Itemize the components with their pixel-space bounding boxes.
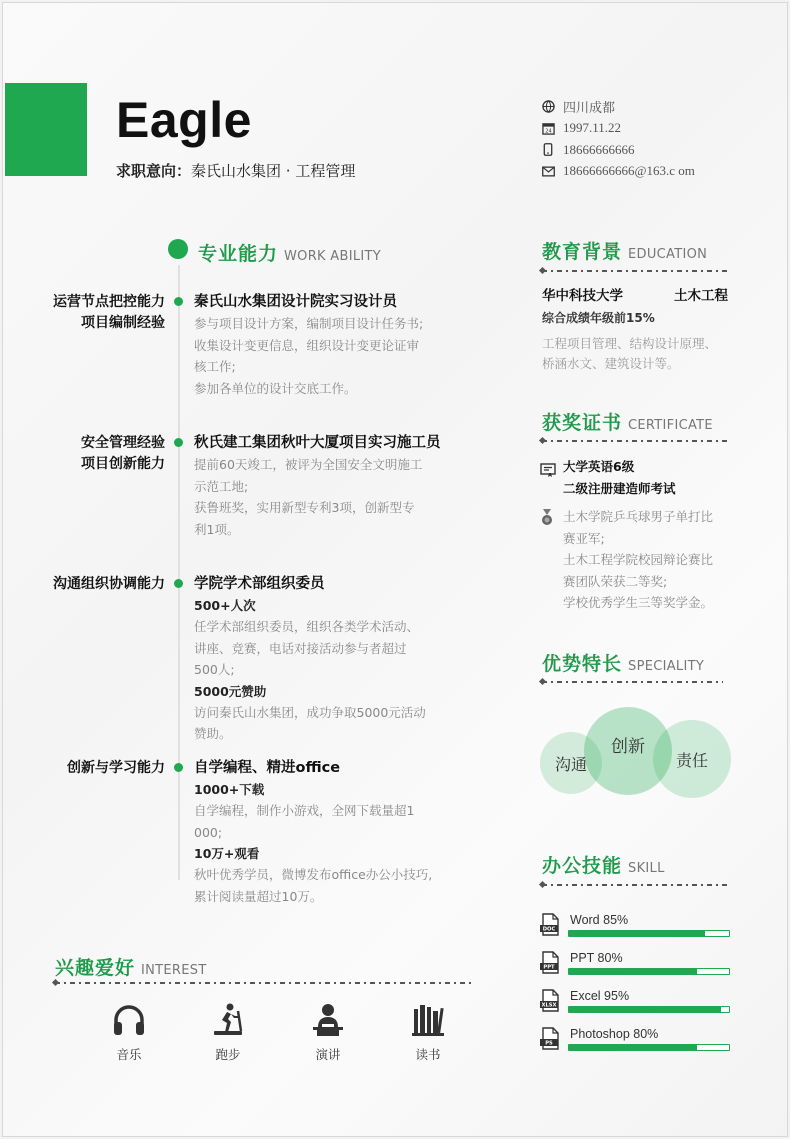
experience-entry [194, 573, 456, 745]
section-divider [542, 270, 728, 272]
skill-progress-fill [569, 931, 705, 936]
skill-progress-fill [569, 969, 697, 974]
experience-desc-line: 500人; [194, 662, 235, 677]
location-text: 四川成都 [563, 100, 616, 116]
experience-desc-line: 自学编程，制作小游戏，全网下载量超1 [194, 803, 415, 818]
skill-label: Word 85% [570, 913, 629, 927]
experience-desc-line: 讲座、竞赛，电话对接活动参与者超过 [194, 640, 407, 656]
skill-title-cn: 办公技能 [542, 855, 623, 877]
award-line: 土木学院乒乓球男子单打比 [563, 509, 714, 524]
timeline-dot [174, 297, 183, 306]
phone-text[interactable]: 18666666666 [563, 141, 635, 157]
experience-highlight: 10万+观看 [194, 846, 260, 861]
ability-label-line: 沟通组织协调能力 [53, 576, 165, 592]
books-icon [410, 1003, 446, 1037]
experience-title: 学院学术部组织委员 [194, 576, 325, 592]
phone-icon [541, 143, 555, 157]
svg-text:DOC: DOC [542, 926, 556, 933]
timeline-dot [174, 763, 183, 772]
speciality-circle-responsibility [653, 720, 731, 798]
speciality-venn [540, 703, 740, 813]
courses-line: 桥涵水文、建筑设计等。 [542, 356, 680, 371]
contact-location [541, 96, 695, 118]
contact-info [541, 96, 695, 182]
experience-desc-line: 访问秦氏山水集团，成功争取5000元活动 [194, 704, 426, 720]
contact-phone [541, 139, 695, 161]
ability-title-cn: 专业能力 [198, 243, 279, 265]
section-divider [542, 884, 728, 886]
timeline-dot [174, 438, 183, 447]
experience-title: 秋氏建工集团秋叶大厦项目实习施工员 [194, 435, 441, 451]
contact-email [541, 161, 695, 183]
award-list [563, 506, 743, 614]
ability-label [3, 292, 165, 334]
skill-progress-track [568, 1044, 730, 1051]
hobby-label: 音乐 [116, 1047, 142, 1062]
skill-progress-fill [569, 1045, 697, 1050]
section-divider [55, 982, 475, 984]
hobby-label: 演讲 [315, 1047, 341, 1062]
ability-label-line: 项目创新能力 [81, 456, 165, 472]
objective-value: 秦氏山水集团 · 工程管理 [191, 162, 356, 180]
speech-icon [310, 1003, 346, 1037]
skill-label: Photoshop 80% [570, 1027, 659, 1041]
award-line: 土木工程学院校园辩论赛比 [563, 552, 714, 567]
svg-text:PPT: PPT [543, 964, 555, 971]
speciality-section-title [542, 649, 704, 676]
experience-entry [194, 291, 456, 399]
experience-desc-line: 赞助。 [194, 726, 232, 741]
section-bullet [168, 239, 188, 259]
hobby-label: 跑步 [215, 1047, 241, 1062]
experience-desc-line: 利1项。 [194, 521, 240, 537]
speciality-label: 创新 [611, 736, 645, 756]
svg-text:24: 24 [544, 128, 552, 135]
svg-text:PS: PS [545, 1040, 553, 1047]
file-icon [540, 913, 560, 941]
header-accent-block [5, 83, 87, 176]
education-title-en: EDUCATION [628, 247, 708, 262]
school-name: 华中科技大学 [542, 288, 623, 304]
experience-desc-line: 收集设计变更信息，组织设计变更论证审 [194, 337, 420, 353]
running-icon [210, 1003, 246, 1037]
courses-line: 工程项目管理、结构设计原理、 [542, 336, 718, 351]
file-icon [540, 951, 560, 979]
speciality-label: 责任 [675, 752, 708, 770]
education-section-title [542, 237, 707, 264]
medal-icon [540, 509, 554, 531]
skill-label: Excel 95% [570, 989, 630, 1003]
ability-label [3, 574, 165, 595]
file-icon [540, 1027, 560, 1055]
award-line: 学校优秀学生三等奖学金。 [563, 595, 714, 610]
file-icon [540, 989, 560, 1017]
ability-label-line: 创新与学习能力 [67, 760, 165, 776]
svg-text:XLSX: XLSX [541, 1002, 557, 1009]
ability-label-line: 项目编制经验 [81, 315, 165, 331]
skill-progress-track [568, 1006, 730, 1013]
section-divider [542, 681, 723, 683]
objective-label: 求职意向： [116, 162, 192, 180]
courses-text [542, 334, 737, 374]
speciality-title-cn: 优势特长 [542, 653, 623, 675]
gpa-text: 综合成绩年级前15% [542, 311, 655, 325]
hobby-music [99, 1003, 159, 1063]
experience-desc-line: 累计阅读量超过10万。 [194, 888, 323, 904]
speciality-label: 沟通 [554, 756, 587, 774]
hobby-speech [298, 1003, 358, 1063]
award-line: 赛亚军; [563, 530, 605, 546]
ability-label [3, 433, 165, 475]
certificate-icon [540, 462, 556, 482]
globe-icon [541, 100, 555, 114]
job-objective [116, 160, 355, 181]
experience-desc-line: 000; [194, 824, 223, 840]
experience-desc-line: 参与项目设计方案，编制项目设计任务书; [194, 316, 424, 331]
experience-desc-line: 任学术部组织委员，组织各类学术活动、 [194, 619, 420, 634]
experience-highlight: 5000元赞助 [194, 683, 267, 699]
education-title-cn: 教育背景 [542, 241, 623, 263]
certificate-title-cn: 获奖证书 [542, 412, 623, 434]
skill-progress-track [568, 930, 730, 937]
award-line: 赛团队荣获二等奖; [563, 573, 668, 589]
interest-title-cn: 兴趣爱好 [55, 957, 136, 979]
mail-icon [541, 164, 555, 178]
timeline-line [178, 265, 180, 880]
experience-entry [194, 432, 456, 540]
experience-desc-line: 参加各单位的设计交底工作。 [194, 380, 357, 396]
ability-label-line: 运营节点把控能力 [53, 294, 165, 310]
skill-section-title [542, 851, 665, 878]
experience-desc-line: 获鲁班奖，实用新型专利3项，创新型专 [194, 500, 415, 515]
ability-label [3, 758, 165, 779]
certificate-item: 大学英语6级 [563, 459, 635, 474]
skill-title-en: SKILL [628, 861, 665, 876]
headphones-icon [111, 1003, 147, 1037]
education-school-row [542, 284, 742, 304]
calendar-icon [541, 121, 555, 135]
email-text[interactable]: 18666666666@163.c om [563, 163, 695, 179]
experience-entry [194, 757, 456, 907]
interest-section-title [55, 953, 207, 980]
experience-highlight: 1000+下载 [194, 782, 265, 797]
interest-title-en: INTEREST [141, 963, 207, 978]
resume-page [2, 2, 788, 1137]
section-divider [542, 440, 728, 442]
certificate-item: 二级注册建造师考试 [563, 481, 676, 496]
experience-desc-line: 示范工地; [194, 478, 249, 494]
birthday-text: 1997.11.22 [563, 120, 622, 136]
ability-label-line: 安全管理经验 [81, 435, 165, 451]
experience-desc-line: 提前60天竣工，被评为全国安全文明施工 [194, 457, 423, 472]
experience-title: 秦氏山水集团设计院实习设计员 [194, 294, 397, 310]
certificate-list [563, 456, 676, 500]
contact-birthday [541, 118, 695, 140]
certificate-title-en: CERTIFICATE [628, 418, 713, 433]
ability-section-title [198, 239, 381, 266]
experience-desc-line: 核工作; [194, 359, 236, 374]
speciality-title-en: SPECIALITY [628, 659, 705, 674]
hobby-running [198, 1003, 258, 1063]
candidate-name: Eagle [116, 92, 252, 148]
hobby-label: 读书 [415, 1047, 441, 1062]
experience-title: 自学编程、精进office [194, 760, 341, 776]
skill-progress-track [568, 968, 730, 975]
certificate-section-title [542, 408, 713, 435]
skill-progress-fill [569, 1007, 721, 1012]
experience-desc-line: 秋叶优秀学员，微博发布office办公小技巧, [194, 867, 433, 882]
major-name: 土木工程 [674, 288, 728, 304]
skill-label: PPT 80% [570, 951, 623, 965]
timeline-dot [174, 579, 183, 588]
hobby-reading [398, 1003, 458, 1063]
experience-highlight: 500+人次 [194, 598, 256, 613]
ability-title-en: WORK ABILITY [284, 249, 381, 264]
